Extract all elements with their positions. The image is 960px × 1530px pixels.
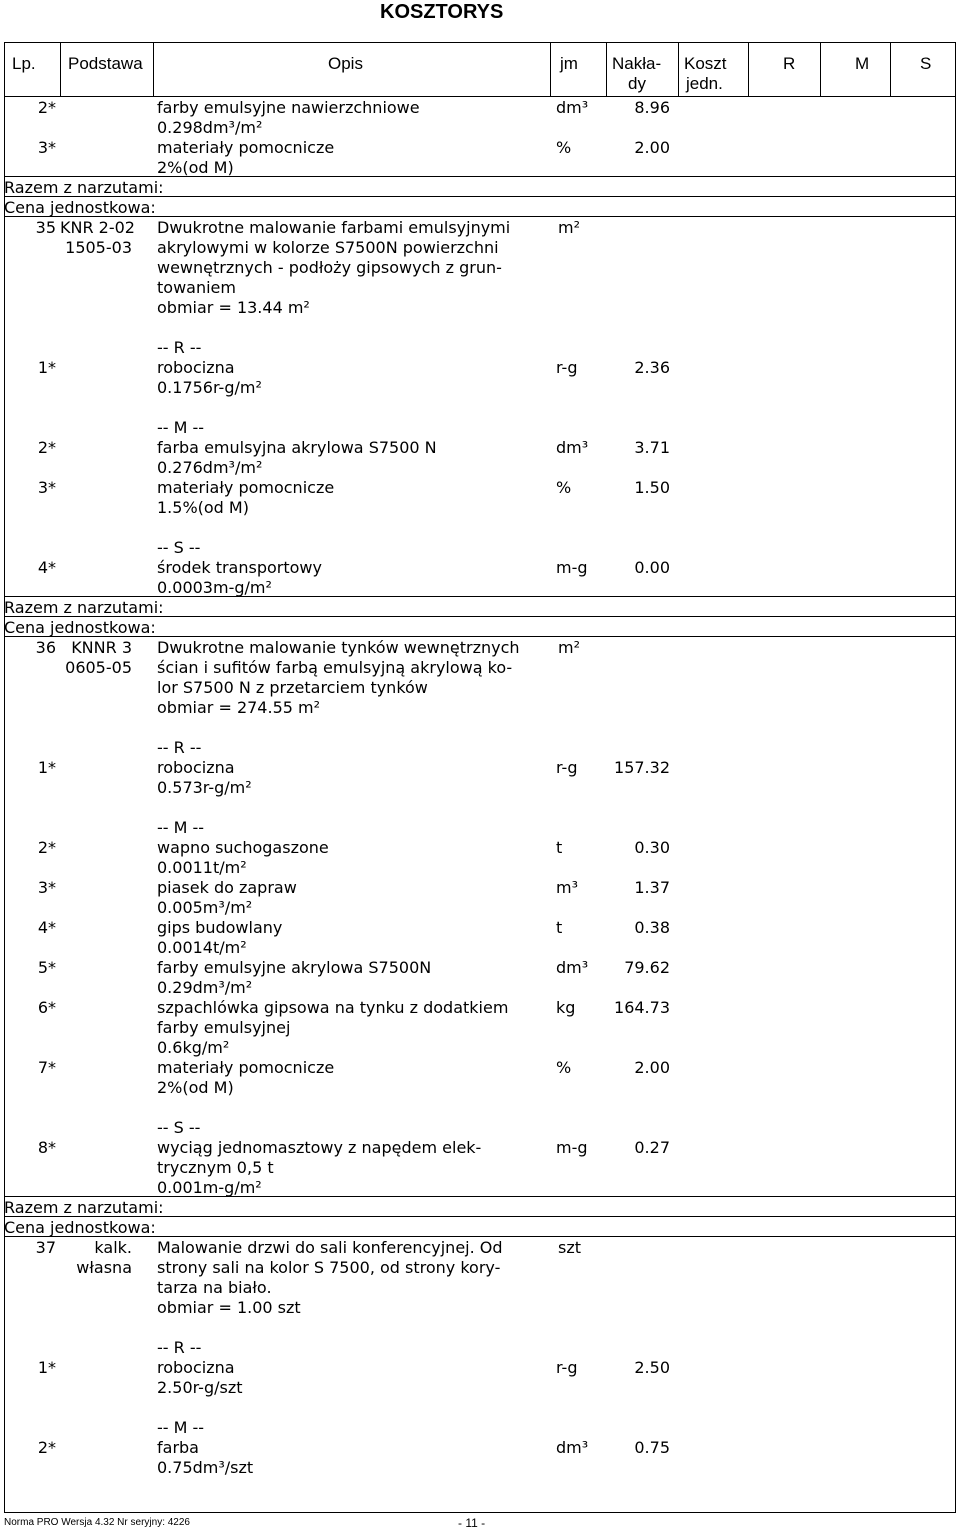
resource-item-name: wapno suchogaszone [157,838,329,857]
resource-item-lp: 5* [37,958,56,977]
resource-group-heading: -- S -- [157,1118,201,1137]
resource-item-quantity: 2.50 [634,1358,670,1377]
column-header-s: S [920,54,932,73]
column-header-jm: jm [560,54,578,73]
resource-item-quantity: 1.37 [634,878,670,897]
resource-item-quantity: 8.96 [634,98,670,117]
resource-item-norm: 0.75dm³/szt [157,1458,254,1477]
footer-rule [4,1512,956,1513]
unit-price-label: Cena jednostkowa: [4,1218,156,1237]
resource-item-name: robocizna [157,1358,235,1377]
resource-item-lp: 2* [37,838,56,857]
resource-item-unit: r-g [556,1358,578,1377]
resource-item-unit: dm³ [556,438,589,457]
resource-item-name: szpachlówka gipsowa na tynku z dodatkiem [157,998,509,1017]
position-basis: KNR 2-02 [60,218,135,237]
position-unit: szt [558,1238,582,1257]
resource-item-quantity: 0.00 [634,558,670,577]
resource-item-unit: t [556,918,563,937]
total-with-markups-label: Razem z narzutami: [4,598,164,617]
row-divider [4,96,956,97]
resource-item-norm: 2%(od M) [157,1078,234,1097]
position-basis: własna [76,1258,132,1277]
resource-group-heading: -- M -- [157,418,205,437]
resource-item-name-cont: farby emulsyjnej [157,1018,291,1037]
resource-item-unit: % [556,138,572,157]
column-divider [153,42,154,96]
resource-item-quantity: 1.50 [634,478,670,497]
resource-item-norm: 0.29dm³/m² [157,978,253,997]
resource-item-quantity: 2.00 [634,1058,670,1077]
resource-item-lp: 1* [37,358,56,377]
resource-item-quantity: 164.73 [614,998,670,1017]
total-with-markups-label: Razem z narzutami: [4,1198,164,1217]
column-header-koszt-2: jedn. [686,74,723,93]
resource-item-name: farba emulsyjna akrylowa S7500 N [157,438,437,457]
position-measurement: obmiar = 1.00 szt [157,1298,301,1317]
position-description: akrylowymi w kolorze S7500N powierzchni [157,238,499,257]
resource-item-lp: 8* [37,1138,56,1157]
position-measurement: obmiar = 13.44 m² [157,298,310,317]
resource-item-name: farby emulsyjne akrylowa S7500N [157,958,432,977]
resource-item-name: materiały pomocnicze [157,478,335,497]
row-divider [4,596,956,597]
resource-item-unit: dm³ [556,98,589,117]
resource-item-norm: 0.005m³/m² [157,898,253,917]
position-description: Dwukrotne malowanie farbami emulsyjnymi [157,218,511,237]
position-description: ścian i sufitów farbą emulsyjną akrylową ko- [157,658,513,677]
position-unit: m² [558,638,580,657]
software-info: Norma PRO Wersja 4.32 Nr seryjny: 4226 [4,1517,190,1528]
column-divider [678,42,679,96]
position-description: Malowanie drzwi do sali konferencyjnej. Od [157,1238,503,1257]
resource-item-unit: r-g [556,758,578,777]
position-basis: 0605-05 [65,658,132,677]
resource-group-heading: -- S -- [157,538,201,557]
resource-item-norm: 1.5%(od M) [157,498,249,517]
resource-item-norm: 0.298dm³/m² [157,118,263,137]
resource-item-lp: 1* [37,758,56,777]
position-description: wewnętrznych - podłoży gipsowych z grun- [157,258,502,277]
column-header-naklady-2: dy [628,74,646,93]
resource-item-unit: r-g [556,358,578,377]
row-divider [4,1196,956,1197]
position-basis: kalk. [94,1238,132,1257]
page-number: - 11 - [458,1516,486,1530]
column-divider [748,42,749,96]
resource-item-name-cont: trycznym 0,5 t [157,1158,274,1177]
position-description: strony sali na kolor S 7500, od strony kory- [157,1258,501,1277]
resource-item-lp: 2* [37,438,56,457]
resource-group-heading: -- M -- [157,818,205,837]
column-divider [955,42,956,1512]
total-with-markups-label: Razem z narzutami: [4,178,164,197]
resource-item-norm: 0.573r-g/m² [157,778,252,797]
resource-item-name: materiały pomocnicze [157,1058,335,1077]
resource-item-quantity: 0.27 [634,1138,670,1157]
resource-item-unit: dm³ [556,958,589,977]
column-header-m: M [855,54,870,73]
resource-group-heading: -- M -- [157,1418,205,1437]
resource-item-name: materiały pomocnicze [157,138,335,157]
column-header-koszt: Koszt [684,54,727,73]
position-basis: KNNR 3 [71,638,132,657]
position-basis: 1505-03 [65,238,132,257]
position-description: Dwukrotne malowanie tynków wewnętrznych [157,638,520,657]
resource-item-name: środek transportowy [157,558,322,577]
resource-item-lp: 4* [37,558,56,577]
resource-item-quantity: 0.75 [634,1438,670,1457]
resource-item-norm: 2.50r-g/szt [157,1378,243,1397]
column-header-podstawa: Podstawa [68,54,143,73]
position-number: 36 [35,638,56,657]
position-number: 37 [35,1238,56,1257]
resource-item-norm: 0.1756r-g/m² [157,378,262,397]
resource-item-quantity: 2.36 [634,358,670,377]
resource-group-heading: -- R -- [157,738,202,757]
resource-item-norm: 0.0011t/m² [157,858,247,877]
position-number: 35 [35,218,56,237]
resource-item-lp: 2* [37,1438,56,1457]
column-divider [890,42,891,96]
resource-item-name: gips budowlany [157,918,283,937]
resource-item-quantity: 3.71 [634,438,670,457]
position-unit: m² [558,218,580,237]
resource-group-heading: -- R -- [157,1338,202,1357]
resource-item-norm: 0.0014t/m² [157,938,247,957]
position-description: towaniem [157,278,236,297]
resource-item-name: robocizna [157,358,235,377]
resource-item-quantity: 0.30 [634,838,670,857]
unit-price-label: Cena jednostkowa: [4,198,156,217]
unit-price-label: Cena jednostkowa: [4,618,156,637]
resource-item-unit: m-g [556,558,588,577]
resource-item-name: robocizna [157,758,235,777]
resource-item-norm: 0.276dm³/m² [157,458,263,477]
position-description: tarza na biało. [157,1278,272,1297]
resource-item-norm: 0.001m-g/m² [157,1178,262,1197]
resource-item-name: wyciąg jednomasztowy z napędem elek- [157,1138,482,1157]
resource-item-unit: m-g [556,1138,588,1157]
resource-item-lp: 3* [37,878,56,897]
resource-item-lp: 4* [37,918,56,937]
resource-item-unit: dm³ [556,1438,589,1457]
position-description: lor S7500 N z przetarciem tynków [157,678,428,697]
resource-item-name: farba [157,1438,199,1457]
resource-group-heading: -- R -- [157,338,202,357]
column-divider [820,42,821,96]
resource-item-unit: % [556,478,572,497]
position-measurement: obmiar = 274.55 m² [157,698,321,717]
resource-item-unit: t [556,838,563,857]
resource-item-quantity: 157.32 [614,758,670,777]
column-header-r: R [783,54,796,73]
resource-item-name: farby emulsyjne nawierzchniowe [157,98,420,117]
resource-item-quantity: 0.38 [634,918,670,937]
resource-item-lp: 7* [37,1058,56,1077]
resource-item-unit: % [556,1058,572,1077]
table-top-border [4,42,956,43]
column-divider [550,42,551,96]
resource-item-lp: 3* [37,478,56,497]
resource-item-quantity: 79.62 [624,958,670,977]
column-header-lp: Lp. [12,54,36,73]
resource-item-lp: 2* [37,98,56,117]
resource-item-quantity: 2.00 [634,138,670,157]
resource-item-lp: 6* [37,998,56,1017]
column-divider [606,42,607,96]
resource-item-norm: 2%(od M) [157,158,234,177]
resource-item-lp: 1* [37,1358,56,1377]
resource-item-unit: m³ [556,878,578,897]
resource-item-unit: kg [556,998,576,1017]
row-divider [4,176,956,177]
resource-item-name: piasek do zapraw [157,878,297,897]
column-header-opis: Opis [328,54,363,73]
resource-item-norm: 0.6kg/m² [157,1038,230,1057]
column-divider [60,42,61,96]
column-header-naklady: Nakła- [612,54,662,73]
resource-item-norm: 0.0003m-g/m² [157,578,272,597]
page-title: KOSZTORYS [380,1,504,23]
resource-item-lp: 3* [37,138,56,157]
